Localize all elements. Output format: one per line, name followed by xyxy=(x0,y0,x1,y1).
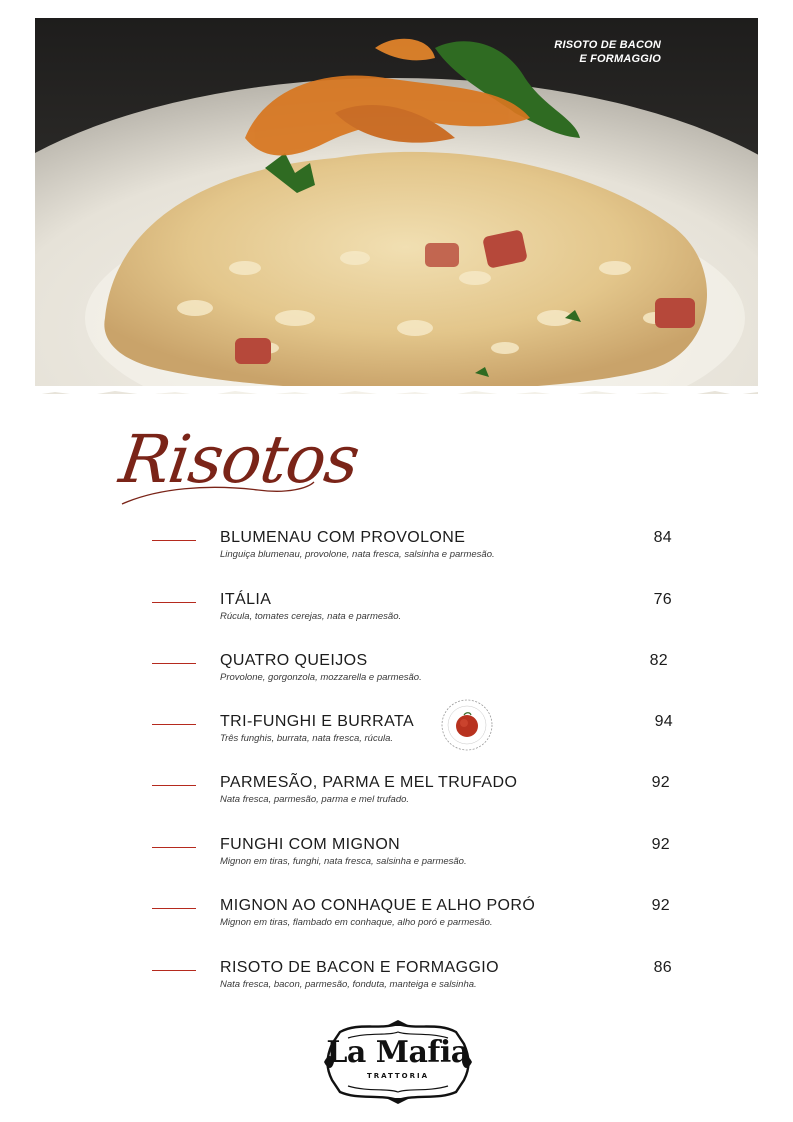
menu-item-name: FUNGHI COM MIGNON xyxy=(220,836,401,853)
burrata-stamp-icon xyxy=(440,698,494,752)
menu-item-description: Mignon em tiras, funghi, nata fresca, salsinha e parmesão. xyxy=(220,856,467,867)
title-flourish xyxy=(118,478,318,508)
menu-item-name: RISOTO DE BACON E FORMAGGIO xyxy=(220,959,499,976)
menu-item-name: BLUMENAU COM PROVOLONE xyxy=(220,529,466,546)
menu-item-dash xyxy=(152,724,196,725)
menu-item-name: PARMESÃO, PARMA E MEL TRUFADO xyxy=(220,774,518,791)
menu-item-price: 86 xyxy=(653,959,672,976)
menu-item-price: 92 xyxy=(651,774,670,791)
menu-item-price: 92 xyxy=(651,836,670,853)
menu-item-price: 76 xyxy=(653,591,672,608)
menu-item-dash xyxy=(152,540,196,541)
menu-item-price: 84 xyxy=(653,529,672,546)
hero-photo xyxy=(35,18,758,394)
hero-caption-line1: RISOTO DE BACON xyxy=(554,39,661,51)
menu-item-dash xyxy=(152,785,196,786)
hero-caption xyxy=(554,38,661,66)
menu-item-description: Nata fresca, bacon, parmesão, fonduta, manteiga e salsinha. xyxy=(220,979,477,990)
section-title: Risotos xyxy=(115,421,364,498)
menu-item xyxy=(0,835,793,879)
menu-item-name: ITÁLIA xyxy=(220,591,272,608)
menu-item-price: 94 xyxy=(654,713,673,730)
menu-item-description: Nata fresca, parmesão, parma e mel trufado. xyxy=(220,794,410,805)
menu-item-dash xyxy=(152,847,196,848)
menu-item-price: 92 xyxy=(651,897,670,914)
menu-item xyxy=(0,712,793,756)
menu-item-name: TRI-FUNGHI E BURRATA xyxy=(220,713,415,730)
menu-item xyxy=(0,958,793,1002)
menu-item-dash xyxy=(152,663,196,664)
menu-item-dash xyxy=(152,602,196,603)
menu-item xyxy=(0,528,793,572)
menu-item-dash xyxy=(152,908,196,909)
menu-item-description: Rúcula, tomates cerejas, nata e parmesão. xyxy=(220,611,402,622)
menu-item-dash xyxy=(152,970,196,971)
la-mafia-logo xyxy=(318,1018,478,1104)
risotto-illustration xyxy=(35,18,758,394)
menu-item-description: Três funghis, burrata, nata fresca, rúcula. xyxy=(220,733,394,744)
hero-caption-line2: E FORMAGGIO xyxy=(579,53,661,65)
menu-item-name: MIGNON AO CONHAQUE E ALHO PORÓ xyxy=(220,897,536,914)
torn-paper-edge xyxy=(35,386,758,398)
menu-item xyxy=(0,773,793,817)
menu-item-description: Provolone, gorgonzola, mozzarella e parmesão. xyxy=(220,672,422,683)
menu-item-description: Linguiça blumenau, provolone, nata fresca, salsinha e parmesão. xyxy=(220,549,495,560)
menu-item-name: QUATRO QUEIJOS xyxy=(220,652,368,669)
menu-item xyxy=(0,651,793,695)
logo-wordmark: La Mafia xyxy=(326,1035,470,1070)
menu-item xyxy=(0,896,793,940)
menu-item-description: Mignon em tiras, flambado em conhaque, alho poró e parmesão. xyxy=(220,917,493,928)
menu-item-price: 82 xyxy=(649,652,668,669)
logo-subtitle: TRATTORIA xyxy=(366,1072,430,1080)
menu-item xyxy=(0,590,793,634)
